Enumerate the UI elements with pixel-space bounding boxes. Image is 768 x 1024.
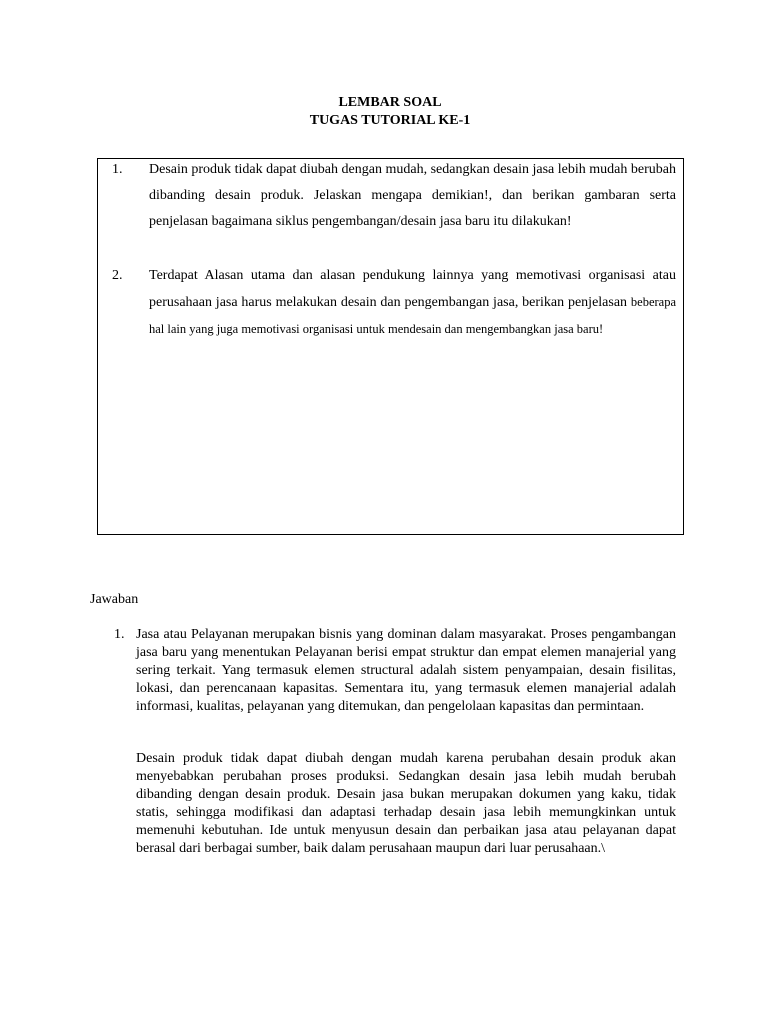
question-text <box>149 263 676 343</box>
question-number: 1. <box>112 162 123 177</box>
answer-section-label: Jawaban <box>90 592 139 607</box>
question-box <box>97 158 684 535</box>
page-subtitle: TUGAS TUTORIAL KE-1 <box>309 113 471 128</box>
question-text-small: beberapa hal lain yang juga memotivasi organisasi untuk mendesain dan mengembangkan jasa baru! <box>149 295 677 336</box>
question-number: 2. <box>112 268 123 283</box>
question-text: Desain produk tidak dapat diubah dengan mudah, sedangkan desain jasa lebih mudah berubah dibanding desain produk. Jelaskan mengapa demikian!, dan berikan gambaran serta penjelasan bagaimana siklus pengembangan/desain jasa baru itu dilakukan! <box>149 162 676 229</box>
answer-paragraph: Jasa atau Pelayanan merupakan bisnis yang dominan dalam masyarakat. Proses pengambangan jasa baru yang menentukan Pelayanan berisi empat struktur dan empat elemen manajerial yang sering terkait. Yang termasuk elemen structural adalah sistem penyampaian, desain fisilitas, lokasi, dan perencanaan kapasitas. Sementara itu, yang termasuk elemen manajerial adalah informasi, kualitas, pelayanan yang ditemukan, dan pengelolaan kapasitas dan permintaan. <box>136 627 676 714</box>
question-text-main: Terdapat Alasan utama dan alasan pendukung lainnya yang memotivasi organisasi atau perusahaan jasa harus melakukan desain dan pengembangan jasa, berikan penjelasan <box>149 268 676 310</box>
answer-paragraph: Desain produk tidak dapat diubah dengan mudah karena perubahan desain produk akan menyebabkan perubahan proses produksi. Sedangkan desain jasa lebih mudah berubah dibanding dengan desain produk. Desain jasa bukan merupakan dokumen yang kaku, tidak statis, sehingga modifikasi dan adaptasi terhadap desain jasa lebih memungkinkan untuk memenuhi kebutuhan. Ide untuk menyusun desain dan perbaikan jasa atau pelayanan dapat berasal dari berbagai sumber, baik dalam perusahaan maupun dari luar perusahaan.\ <box>136 751 676 856</box>
page-title: LEMBAR SOAL <box>338 95 442 110</box>
answer-number: 1. <box>114 627 125 642</box>
